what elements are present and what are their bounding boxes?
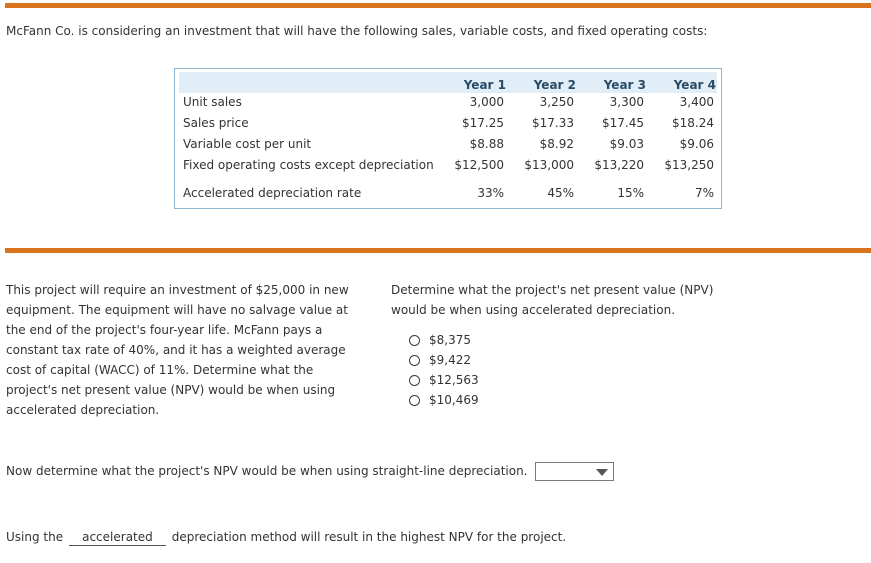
row-label: Sales price bbox=[183, 116, 249, 130]
straight-line-npv-dropdown[interactable] bbox=[535, 462, 614, 481]
header-year-4: Year 4 bbox=[673, 78, 716, 92]
table-cell: $17.25 bbox=[462, 116, 504, 130]
table-cell: 7% bbox=[694, 186, 714, 200]
table-cell: $13,220 bbox=[594, 158, 644, 172]
radio-icon[interactable] bbox=[409, 375, 420, 386]
table-cell: $17.33 bbox=[532, 116, 574, 130]
table-cell: $9.03 bbox=[609, 137, 644, 151]
header-year-3: Year 3 bbox=[603, 78, 646, 92]
problem-paragraph: This project will require an investment of $25,000 in new equipment. The equipment will have no salvage value at the end of the project's four-year life. McFann pays a constant tax rate of 40%, and it has a weighted average cost of capital (WACC) of 11%. Determine what the project's net present value (NPV) would be when using accelerated depreciation. bbox=[6, 283, 349, 417]
row-label: Fixed operating costs except depreciation bbox=[183, 158, 434, 172]
table-cell: 3,300 bbox=[609, 95, 644, 109]
option-4[interactable] bbox=[409, 390, 479, 410]
chevron-down-icon[interactable] bbox=[596, 469, 608, 476]
top-divider bbox=[5, 3, 871, 8]
radio-icon[interactable] bbox=[409, 395, 420, 406]
table-cell: $8.88 bbox=[469, 137, 504, 151]
npv-question: Determine what the project's net present value (NPV) would be when using accelerated depreciation. bbox=[391, 283, 714, 317]
section-divider bbox=[5, 248, 871, 253]
row-label: Variable cost per unit bbox=[183, 137, 312, 151]
option-label: $12,563 bbox=[429, 373, 479, 387]
data-table bbox=[174, 68, 722, 209]
option-label: $10,469 bbox=[429, 393, 479, 407]
table-cell: 15% bbox=[617, 186, 644, 200]
option-label: $9,422 bbox=[429, 353, 471, 367]
radio-icon[interactable] bbox=[409, 335, 420, 346]
table-cell: $17.45 bbox=[602, 116, 644, 130]
table-cell: $8.92 bbox=[539, 137, 574, 151]
final-prefix: Using the bbox=[6, 530, 64, 544]
radio-icon[interactable] bbox=[409, 355, 420, 366]
method-blank[interactable]: accelerated bbox=[69, 529, 166, 546]
table-cell: $9.06 bbox=[679, 137, 714, 151]
intro-text: McFann Co. is considering an investment that will have the following sales, variable costs, and fixed operating costs: bbox=[6, 24, 708, 38]
option-label: $8,375 bbox=[429, 333, 471, 347]
option-2[interactable] bbox=[409, 350, 479, 370]
table-cell: $13,000 bbox=[524, 158, 574, 172]
table-cell: $12,500 bbox=[454, 158, 504, 172]
npv-options bbox=[409, 330, 479, 410]
table-cell: 33% bbox=[477, 186, 504, 200]
final-statement bbox=[6, 529, 566, 546]
straight-line-prompt: Now determine what the project's NPV would be when using straight-line depreciation. bbox=[6, 464, 528, 478]
table-cell: $13,250 bbox=[664, 158, 714, 172]
row-label: Accelerated depreciation rate bbox=[183, 186, 362, 200]
table-cell: 3,250 bbox=[539, 95, 574, 109]
row-label: Unit sales bbox=[183, 95, 242, 109]
option-1[interactable] bbox=[409, 330, 479, 350]
header-year-1: Year 1 bbox=[463, 78, 506, 92]
table-header bbox=[179, 72, 717, 93]
header-year-2: Year 2 bbox=[533, 78, 576, 92]
option-3[interactable] bbox=[409, 370, 479, 390]
table-cell: 3,400 bbox=[679, 95, 714, 109]
table-cell: 45% bbox=[547, 186, 574, 200]
table-cell: $18.24 bbox=[672, 116, 714, 130]
table-cell: 3,000 bbox=[469, 95, 504, 109]
final-suffix: depreciation method will result in the highest NPV for the project. bbox=[171, 530, 567, 544]
